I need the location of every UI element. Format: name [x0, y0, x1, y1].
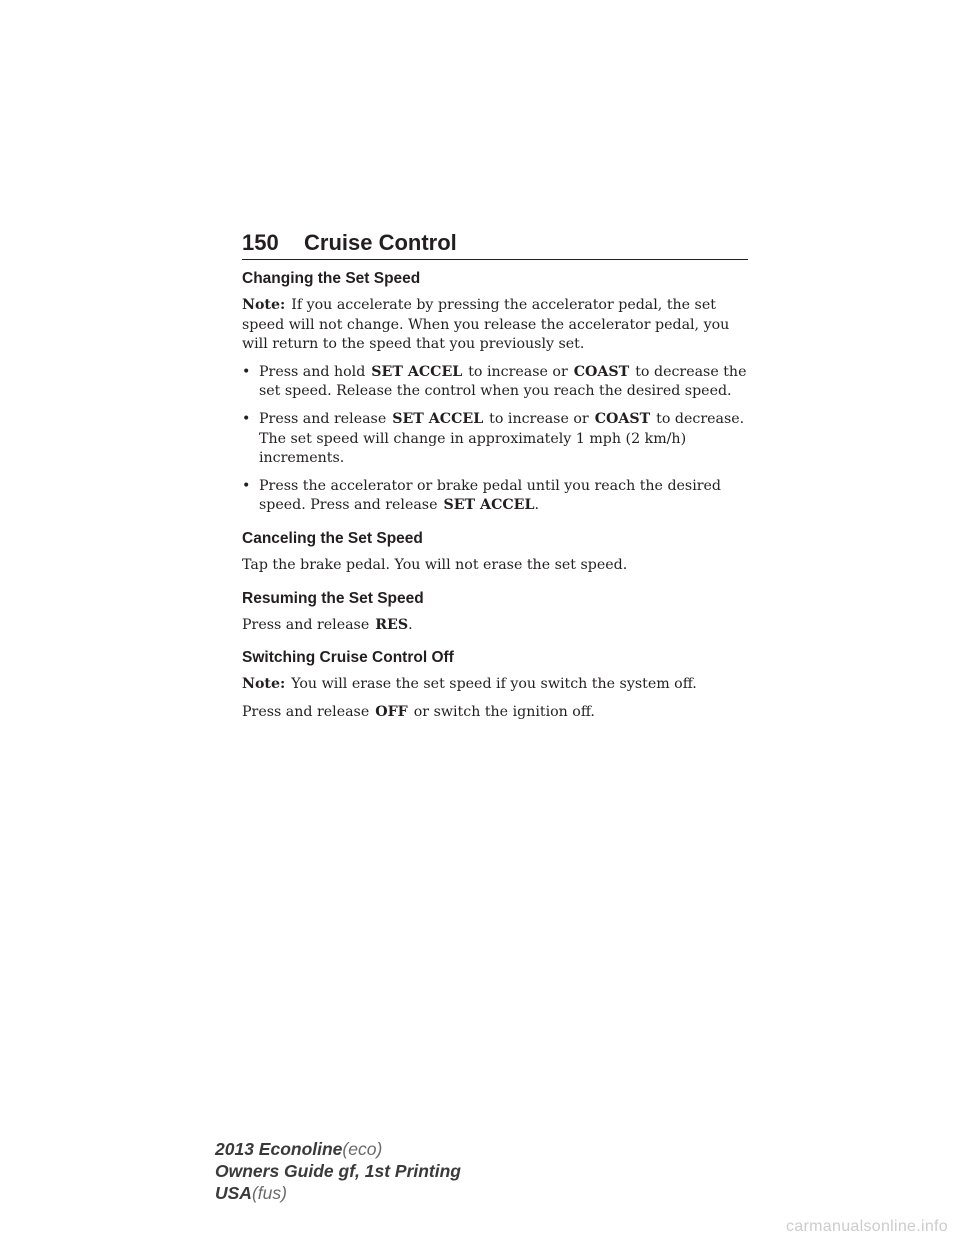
footer-market-code: (fus): [251, 1183, 287, 1203]
footer-model-code: (eco): [342, 1139, 383, 1159]
note-paragraph: [242, 296, 748, 355]
control-label-coast: COAST: [594, 410, 651, 427]
footer-model: 2013 Econoline: [215, 1139, 343, 1159]
heading-switching-off: Switching Cruise Control Off: [242, 649, 454, 667]
page-content: [242, 268, 748, 722]
bullet-text: Press and hold: [259, 363, 366, 380]
page-header: [242, 228, 748, 260]
list-item: [242, 477, 748, 516]
section-title: Cruise Control: [304, 230, 457, 255]
footer-line-2: [215, 1160, 461, 1182]
header-rule: [242, 259, 748, 260]
bullet-text: to decrease. The set speed will change in approximately 1 mph (2 km/h) increments.: [259, 410, 745, 467]
bullet-text: to decrease the set speed. Release the control when you reach the desired speed.: [259, 363, 747, 400]
heading-resuming-set-speed: Resuming the Set Speed: [242, 589, 424, 607]
list-item: [242, 363, 748, 402]
control-label-set-accel: SET ACCEL: [443, 497, 535, 514]
footer-market: USA: [215, 1183, 252, 1203]
note-label: Note:: [242, 297, 286, 313]
switching-off-text-end: or switch the ignition off.: [413, 703, 595, 720]
note-label: Note:: [242, 676, 286, 693]
switching-off-paragraph: [242, 703, 748, 723]
resuming-paragraph: [242, 616, 748, 636]
control-label-set-accel: SET ACCEL: [392, 410, 484, 427]
canceling-text: Tap the brake pedal. You will not erase the set speed.: [242, 556, 628, 573]
note-paragraph: [242, 675, 748, 695]
note-text: If you accelerate by pressing the accelerator pedal, the set speed will not change. When you release the accelerator pedal, you will return to the speed that you previously set.: [242, 297, 730, 353]
print-footer: [215, 1138, 461, 1204]
resuming-text: Press and release: [242, 616, 370, 633]
page-number: 150: [242, 230, 279, 255]
control-label-coast: COAST: [573, 363, 630, 380]
bullet-text: .: [534, 497, 539, 514]
bullet-icon: •: [242, 410, 251, 427]
bullet-text: Press and release: [259, 410, 387, 427]
bullet-text: to increase or: [468, 363, 568, 380]
control-label-res: RES: [375, 616, 409, 633]
note-text: You will erase the set speed if you switch the system off.: [291, 676, 697, 693]
footer-line-3: [215, 1182, 461, 1204]
heading-changing-set-speed: Changing the Set Speed: [242, 270, 421, 287]
footer-line-1: [215, 1138, 461, 1160]
heading-canceling-set-speed: Canceling the Set Speed: [242, 529, 423, 547]
control-label-set-accel: SET ACCEL: [371, 363, 463, 380]
bullet-list: [242, 363, 748, 516]
bullet-icon: •: [242, 477, 251, 494]
watermark: carmanualsonline.info: [786, 1218, 948, 1235]
bullet-icon: •: [242, 363, 251, 380]
footer-guide: Owners Guide gf, 1st Printing: [215, 1161, 461, 1181]
control-label-off: OFF: [375, 703, 408, 720]
bullet-text: to increase or: [489, 410, 589, 427]
resuming-text-end: .: [408, 616, 413, 633]
bullet-text: Press the accelerator or brake pedal until you reach the desired speed. Press and release: [259, 477, 722, 514]
switching-off-text: Press and release: [242, 703, 370, 720]
list-item: [242, 410, 748, 469]
